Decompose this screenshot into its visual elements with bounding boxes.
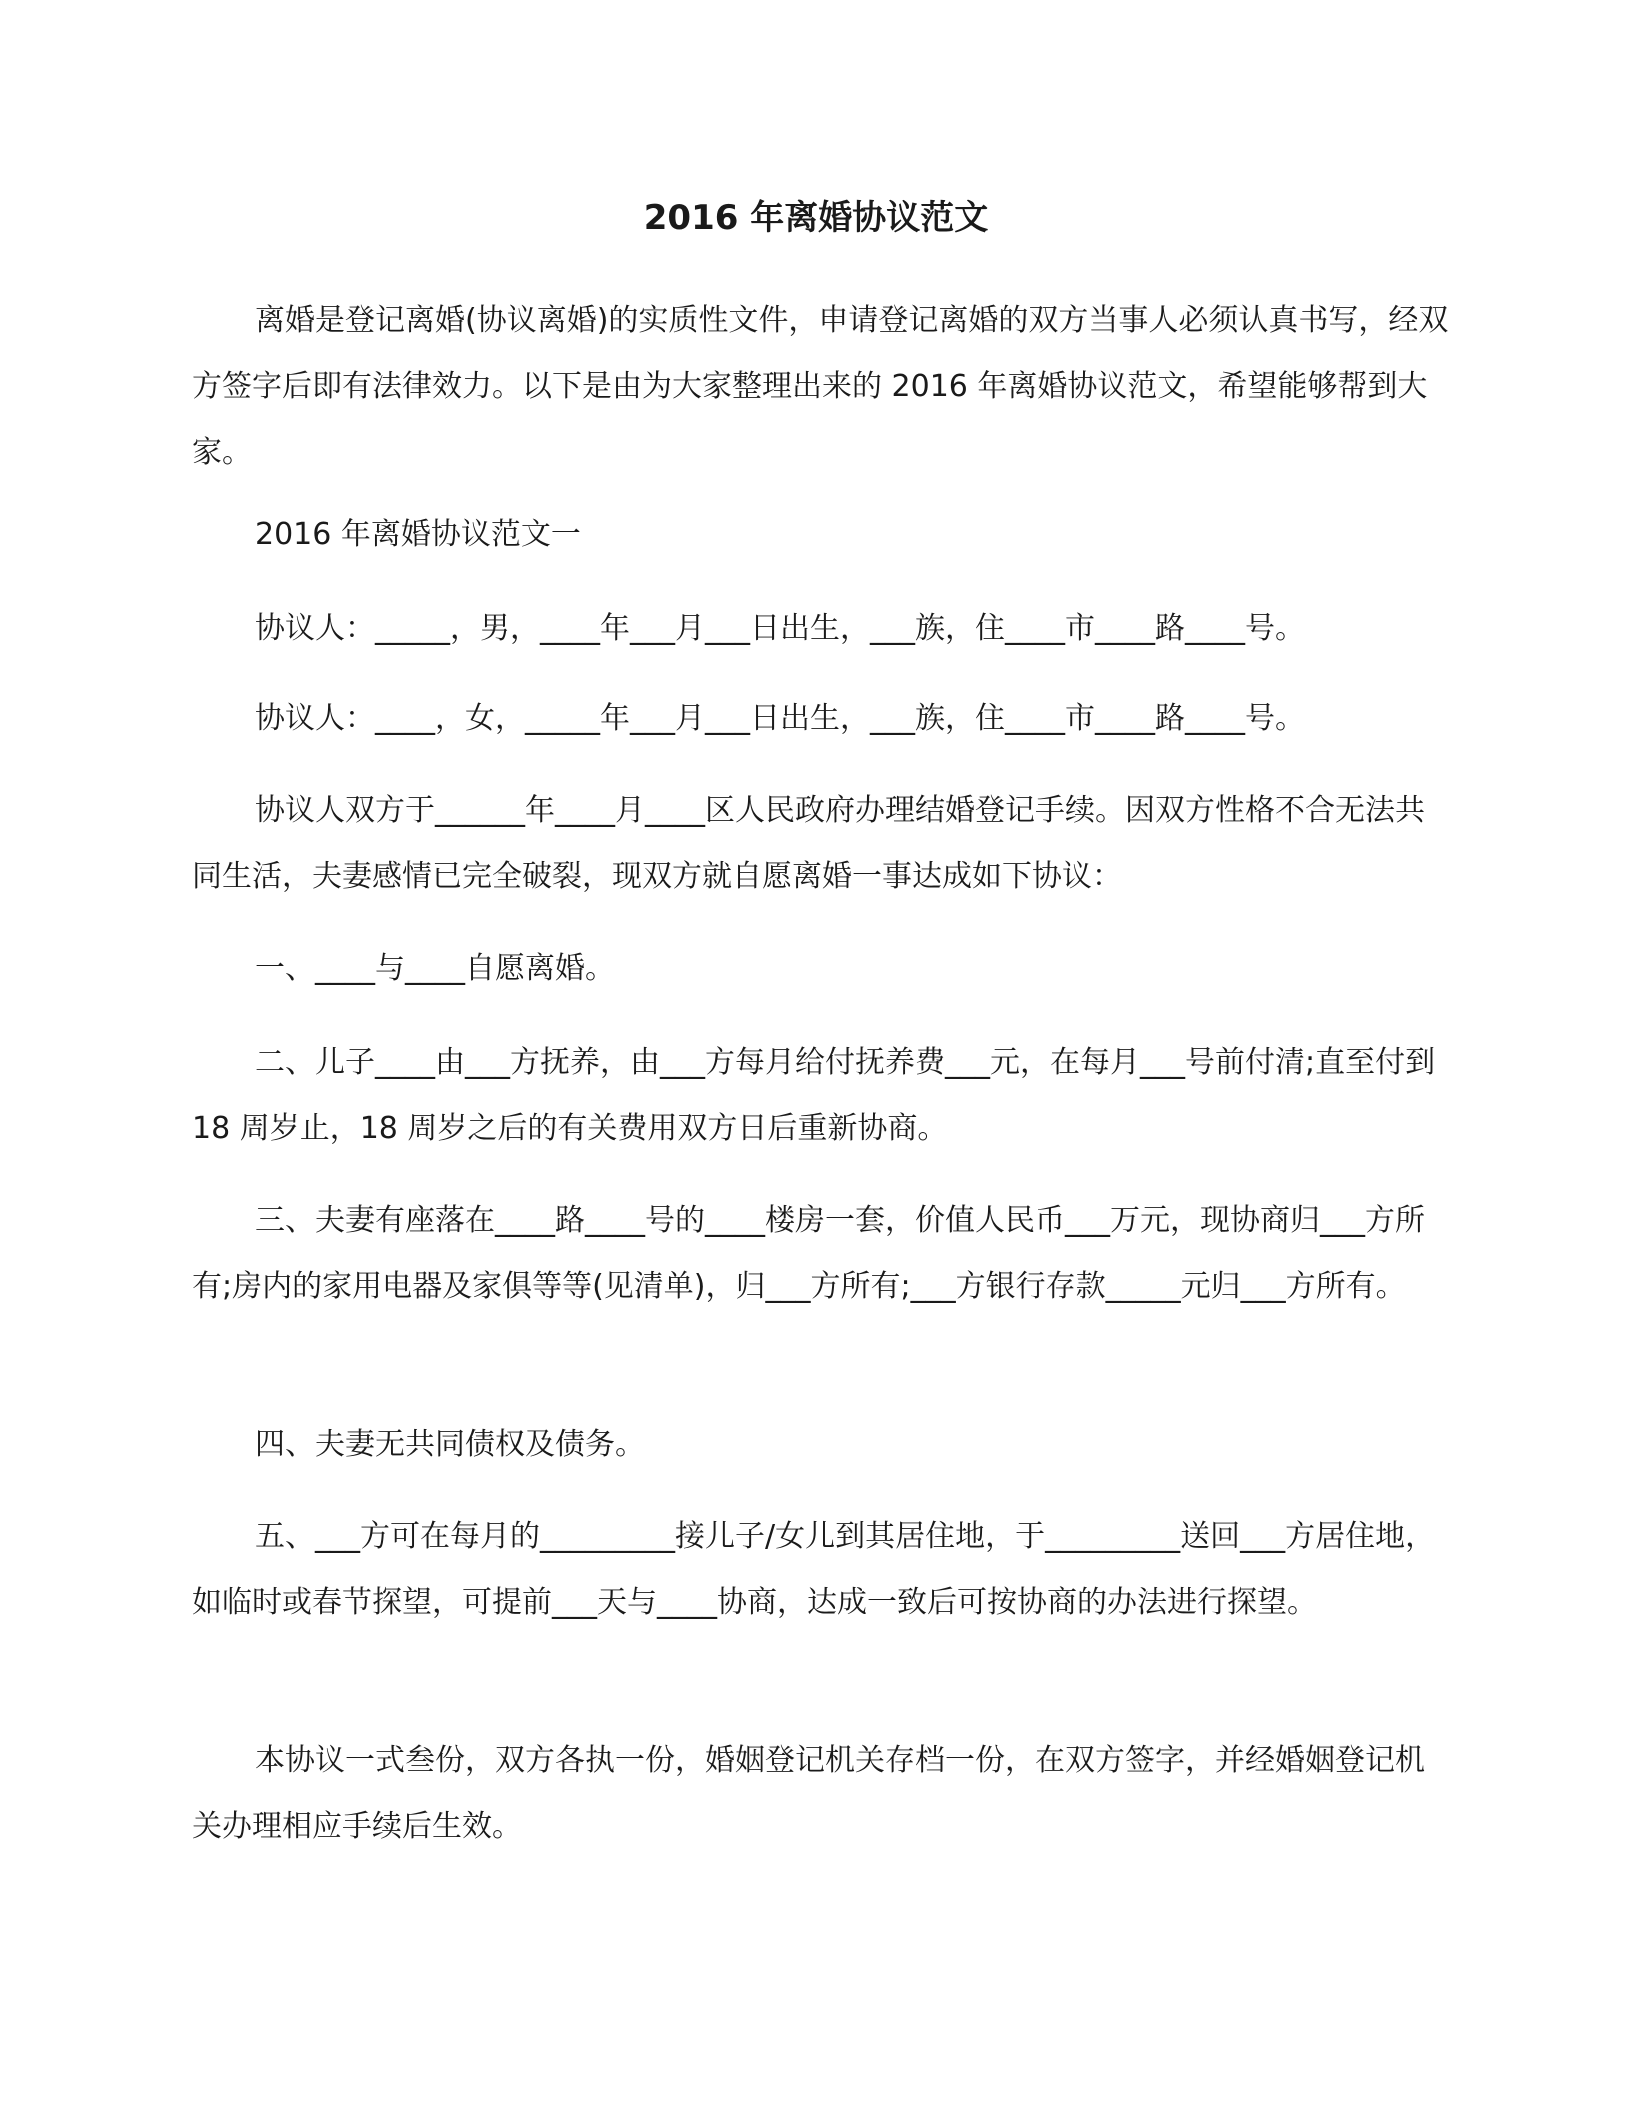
closing-paragraph: 本协议一式叁份，双方各执一份，婚姻登记机关存档一份，在双方签字，并经婚姻登记机关办理相应手续后生效。 bbox=[192, 1743, 1425, 1844]
marriage-statement-paragraph: 协议人双方于______年____月____区人民政府办理结婚登记手续。因双方性格不合无法共同生活，夫妻感情已完全破裂，现双方就自愿离婚一事达成如下协议： bbox=[192, 793, 1425, 894]
intro-paragraph: 离婚是登记离婚(协议离婚)的实质性文件，申请登记离婚的双方当事人必须认真书写，经双方签字后即有法律效力。以下是由为大家整理出来的 2016 年离婚协议范文，希望能够帮到大家。 bbox=[192, 303, 1449, 470]
clause-4: 四、夫妻无共同债权及债务。 bbox=[255, 1427, 645, 1462]
clause-5: 五、___方可在每月的_________接儿子/女儿到其居住地，于_________送回___方居住地，如临时或春节探望，可提前___天与____协商，达成一致后可按协商的办法进行探望。 bbox=[192, 1519, 1436, 1620]
party-male-line: 协议人：_____，男，____年___月___日出生，___族，住____市____路____号。 bbox=[255, 611, 1305, 646]
clause-2: 二、儿子____由___方抚养，由___方每月给付抚养费___元，在每月___号前付清;直至付到 18 周岁止，18 周岁之后的有关费用双方日后重新协商。 bbox=[192, 1045, 1436, 1146]
subheading: 2016 年离婚协议范文一 bbox=[255, 517, 581, 552]
party-female-line: 协议人：____，女，_____年___月___日出生，___族，住____市____路____号。 bbox=[255, 701, 1305, 736]
document-title: 2016 年离婚协议范文 bbox=[643, 198, 989, 238]
clause-1: 一、____与____自愿离婚。 bbox=[255, 951, 615, 986]
clause-3: 三、夫妻有座落在____路____号的____楼房一套，价值人民币___万元，现协商归___方所有;房内的家用电器及家俱等等(见清单)，归___方所有;___方银行存款_____元归___方所有。 bbox=[192, 1203, 1425, 1304]
